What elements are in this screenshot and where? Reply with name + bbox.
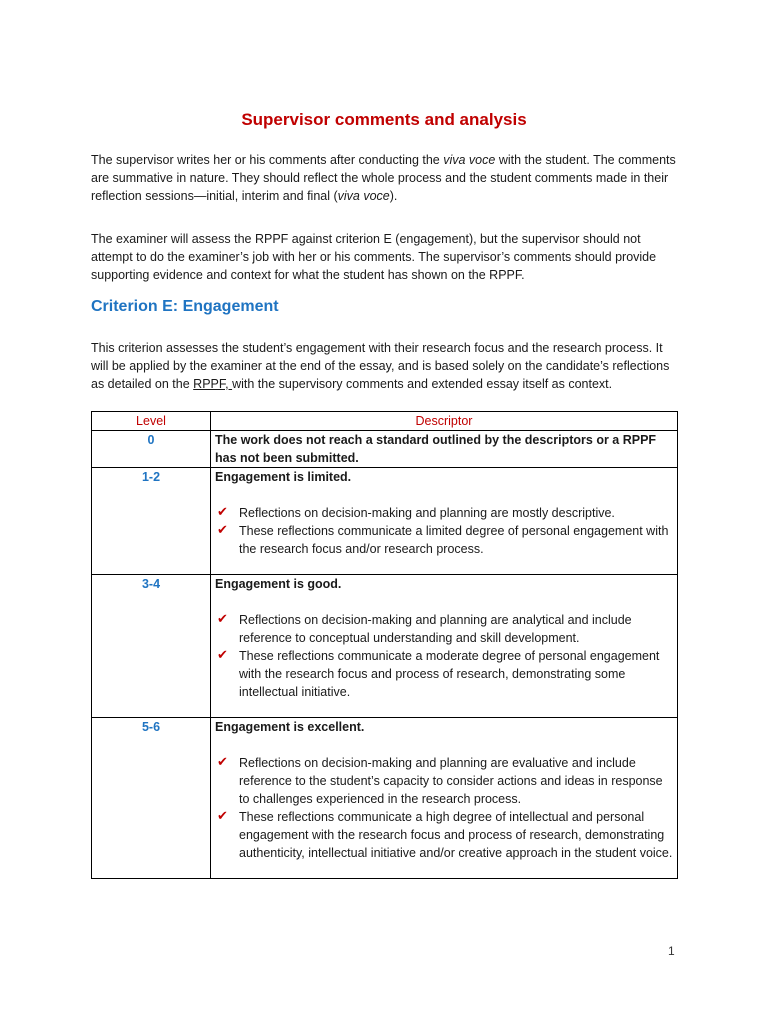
intro-paragraph-2: The examiner will assess the RPPF against criterion E (engagement), but the supervisor should not attempt to do the examiner’s job with her or his comments. The supervisor’s comments should provide supporting evidence and context for what the student has shown on the RPPF. — [91, 232, 657, 282]
descriptor-bullets — [215, 754, 673, 862]
descriptor-title: The work does not reach a standard outlined by the descriptors or a RPPF has not been submitted. — [215, 433, 657, 465]
level-cell: 3-4 — [92, 575, 211, 718]
descriptor-cell — [211, 431, 678, 468]
table-row — [92, 575, 678, 718]
descriptor-cell — [211, 468, 678, 575]
rubric-table — [91, 411, 678, 879]
table-row — [92, 431, 678, 468]
criterion-description: This criterion assesses the student’s engagement with their research focus and the research process. It will be applied by the examiner at the end of the essay, and is based solely on the candidate’s reflections as detailed on the RPPF, with the supervisory comments and extended essay itself as context. — [91, 341, 670, 391]
descriptor-cell — [211, 575, 678, 718]
list-item: ✔ Reflections on decision-making and planning are analytical and include reference to conceptual understanding and skill development. — [217, 612, 632, 645]
descriptor-title: Engagement is good. — [215, 577, 342, 591]
table-header-row — [92, 412, 678, 431]
checkmark-icon: ✔ — [217, 612, 228, 627]
descriptor-cell — [211, 718, 678, 879]
level-cell: 0 — [92, 431, 211, 468]
list-item: ✔ These reflections communicate a moderate degree of personal engagement with the research focus and process of research, demonstrating some intellectual initiative. — [217, 648, 660, 699]
descriptor-bullets — [215, 611, 673, 701]
level-cell: 5-6 — [92, 718, 211, 879]
list-item: ✔ These reflections communicate a high degree of intellectual and personal engagement with the research focus and process of research, demonstrating authenticity, intellectual initiative and/or creative approach in the student voice. — [217, 809, 673, 860]
list-item: ✔ Reflections on decision-making and planning are evaluative and include reference to the student’s capacity to consider actions and ideas in response to challenges experienced in the research process. — [217, 755, 663, 806]
descriptor-title: Engagement is limited. — [215, 470, 352, 484]
descriptor-title: Engagement is excellent. — [215, 720, 365, 734]
page-title: Supervisor comments and analysis — [241, 110, 527, 129]
descriptor-bullets — [215, 504, 673, 558]
checkmark-icon: ✔ — [217, 648, 228, 663]
table-row — [92, 718, 678, 879]
page-number: 1 — [668, 944, 675, 958]
list-item: ✔ Reflections on decision-making and planning are mostly descriptive. — [217, 505, 615, 520]
table-row — [92, 468, 678, 575]
level-cell: 1-2 — [92, 468, 211, 575]
header-descriptor: Descriptor — [211, 412, 678, 431]
checkmark-icon: ✔ — [217, 523, 228, 538]
section-heading: Criterion E: Engagement — [91, 298, 279, 315]
list-item: ✔ These reflections communicate a limited degree of personal engagement with the research focus and/or research process. — [217, 523, 669, 556]
checkmark-icon: ✔ — [217, 809, 228, 824]
header-level: Level — [92, 412, 211, 431]
checkmark-icon: ✔ — [217, 755, 228, 770]
rppf-reference: RPPF, — [193, 377, 233, 391]
intro-paragraph-1: The supervisor writes her or his comments after conducting the viva voce with the student. The comments are summative in nature. They should reflect the whole process and the student comments made in their reflection sessions—initial, interim and final (viva voce). — [91, 153, 676, 203]
checkmark-icon: ✔ — [217, 505, 228, 520]
